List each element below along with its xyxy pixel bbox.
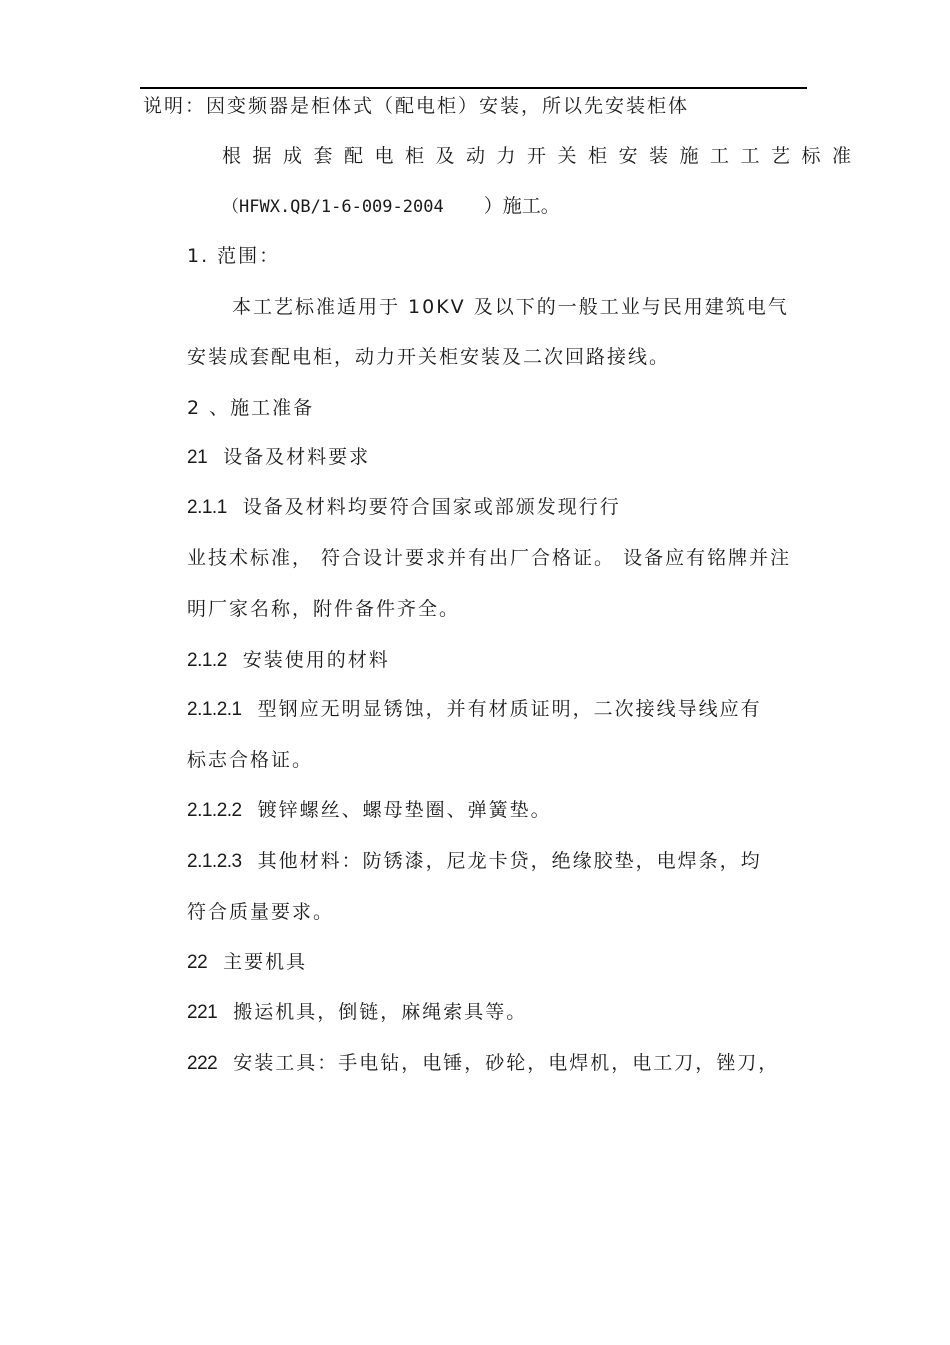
item-2-1-2-2 [187,798,552,823]
item-2-1-2 [187,648,390,673]
item-text: 其他材料：防锈漆，尼龙卡贷，绝缘胶垫，电焊条，均 [257,850,762,872]
item-text: 安装使用的材料 [242,649,390,671]
item-number: 2.1.2 [187,650,227,671]
item-text: 镀锌螺丝、螺母垫圈、弹簧垫。 [257,799,552,821]
heading-number: 22 [187,952,208,973]
heading-number: 21 [187,447,208,468]
section-1-paragraph-line-2: 安装成套配电柜，动力开关柜安装及二次回路接线。 [187,346,671,368]
item-text: 搬运机具，倒链，麻绳索具等。 [233,1001,528,1023]
item-2-2-1 [187,1000,527,1025]
heading-2-1 [187,445,370,470]
item-2-1-2-1-continuation: 标志合格证。 [187,749,314,771]
intro-line-2-end: ）施工。 [483,195,560,217]
intro-line-1: 根据成套配电柜及动力开关柜安装施工工艺标准 [222,145,863,167]
item-2-1-1-continuation-2: 明厂家名称，附件备件齐全。 [187,598,461,620]
item-2-2-2 [187,1051,779,1076]
item-text: 设备及材料均要符合国家或部颁发现行行 [242,496,621,518]
item-2-1-2-3 [187,849,762,874]
heading-text: 设备及材料要求 [223,446,371,468]
item-2-1-2-3-continuation: 符合质量要求。 [187,901,335,923]
section-1-paragraph-line-1: 本工艺标准适用于 10KV 及以下的一般工业与民用建筑电气 [232,296,789,318]
section-2-title: 2 、施工准备 [187,397,315,419]
item-number: 222 [187,1053,218,1074]
item-number: 2.1.1 [187,497,227,518]
item-number: 221 [187,1002,218,1023]
note-line: 说明：因变频器是柜体式（配电柜）安装，所以先安装柜体 [143,95,690,117]
item-number: 2.1.2.1 [187,699,242,720]
section-1-title: 1. 范围： [187,245,281,267]
heading-text: 主要机具 [223,951,308,973]
item-number: 2.1.2.3 [187,851,242,872]
item-2-1-1 [187,495,621,520]
item-number: 2.1.2.2 [187,800,242,821]
item-2-1-1-continuation-1: 业技术标准， 符合设计要求并有出厂合格证。 设备应有铭牌并注 [187,547,792,569]
item-2-1-2-1 [187,697,762,722]
item-text: 型钢应无明显锈蚀，并有材质证明，二次接线导线应有 [257,698,762,720]
heading-2-2 [187,950,307,975]
intro-line-2 [222,194,560,219]
item-text: 安装工具：手电钻，电锤，砂轮，电焊机，电工刀，锉刀， [233,1052,780,1074]
top-rule [140,87,807,89]
standard-code: （HFWX.QB/1-6-009-2004 [222,197,444,217]
